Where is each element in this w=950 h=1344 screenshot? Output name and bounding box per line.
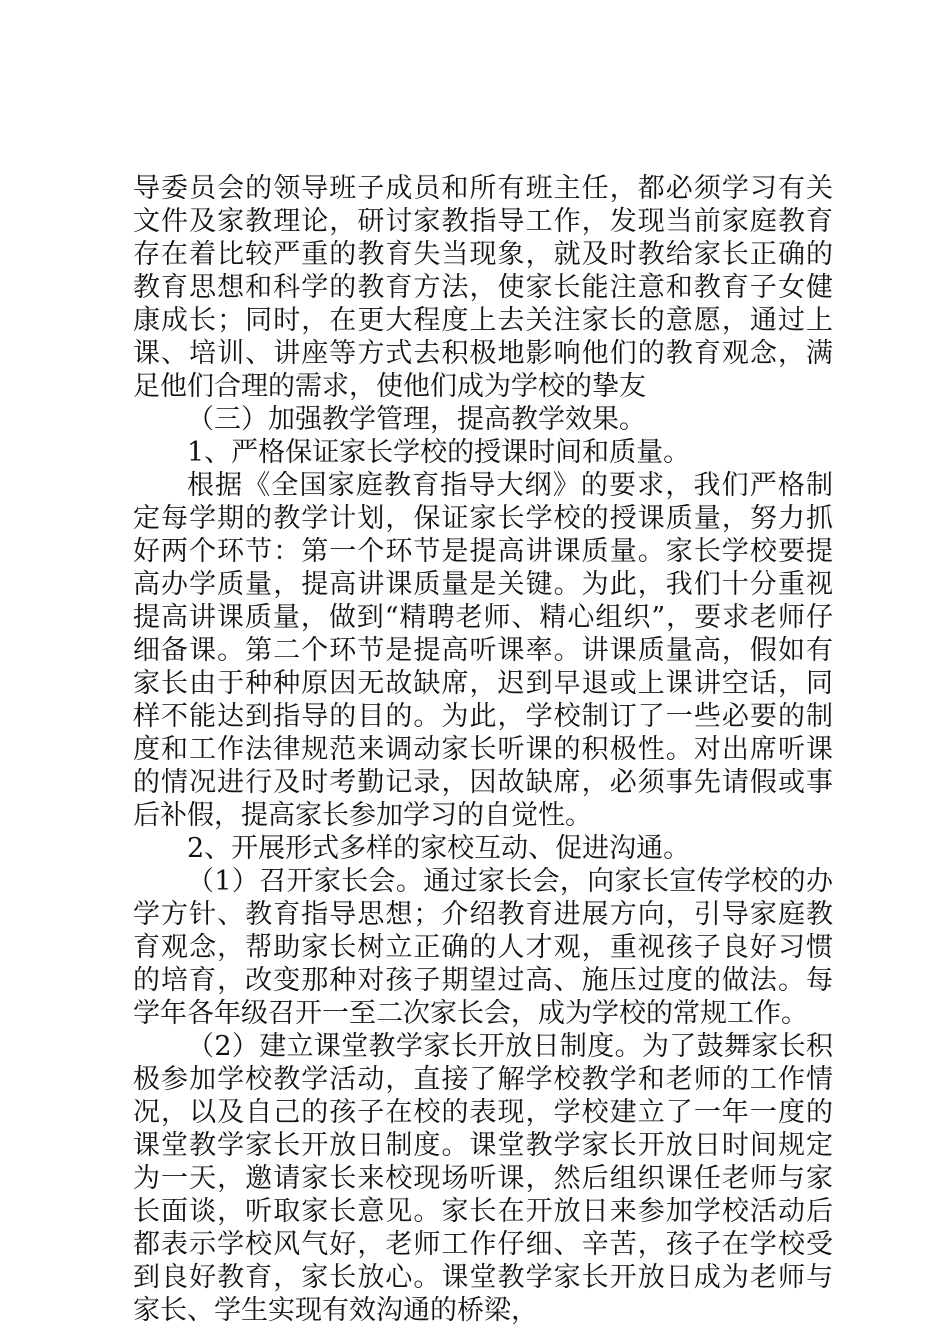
paragraph-continued: 导委员会的领导班子成员和所有班主任，都必须学习有关文件及家教理论，研讨家教指导工作，发现当前家庭教育存在着比较严重的教育失当现象，就及时教给家长正确的教育思想和科学的教育方法，使家长能注意和教育子女健康成长；同时，在更大程度上去关注家长的意愿，通过上课、培训、讲座等方式去积极地影响他们的教育观念，满足他们合理的需求，使他们成为学校的挚友 [133, 173, 833, 402]
paragraph-teaching-plan: 根据《全国家庭教育指导大纲》的要求，我们严格制定每学期的教学计划，保证家长学校的授课质量，努力抓好两个环节：第一个环节是提高讲课质量。家长学校要提高办学质量，提高讲课质量是关键。为此，我们十分重视提高讲课质量，做到“精聘老师、精心组织”，要求老师仔细备课。第二个环节是提高听课率。讲课质量高，假如有家长由于种种原因无故缺席，迟到早退或上课讲空话，同样不能达到指导的目的。为此，学校制订了一些必要的制度和工作法律规范来调动家长听课的积极性。对出席听课的情况进行及时考勤记录，因故缺席，必须事先请假或事后补假，提高家长参加学习的自觉性。 [133, 470, 833, 831]
subheading-1: 1、严格保证家长学校的授课时间和质量。 [187, 437, 691, 468]
document-body [133, 172, 833, 1327]
subheading-2: 2、开展形式多样的家校互动、促进沟通。 [187, 833, 691, 864]
section-heading-3: （三）加强教学管理，提高教学效果。 [187, 404, 646, 435]
paragraph-parent-meeting: （1）召开家长会。通过家长会，向家长宣传学校的办学方针、教育指导思想；介绍教育进展方向，引导家庭教育观念，帮助家长树立正确的人才观，重视孩子良好习惯的培育，改变那种对孩子期望过高、施压过度的做法。每学年各年级召开一至二次家长会，成为学校的常规工作。 [133, 866, 833, 1029]
paragraph-open-day: （2）建立课堂教学家长开放日制度。为了鼓舞家长积极参加学校教学活动，直接了解学校教学和老师的工作情况，以及自己的孩子在校的表现，学校建立了一年一度的课堂教学家长开放日制度。课堂教学家长开放日时间规定为一天，邀请家长来校现场听课，然后组织课任老师与家长面谈，听取家长意见。家长在开放日来参加学校活动后都表示学校风气好，老师工作仔细、辛苦，孩子在学校受到良好教育，家长放心。课堂教学家长开放日成为老师与家长、学生实现有效沟通的桥梁， [133, 1031, 833, 1326]
